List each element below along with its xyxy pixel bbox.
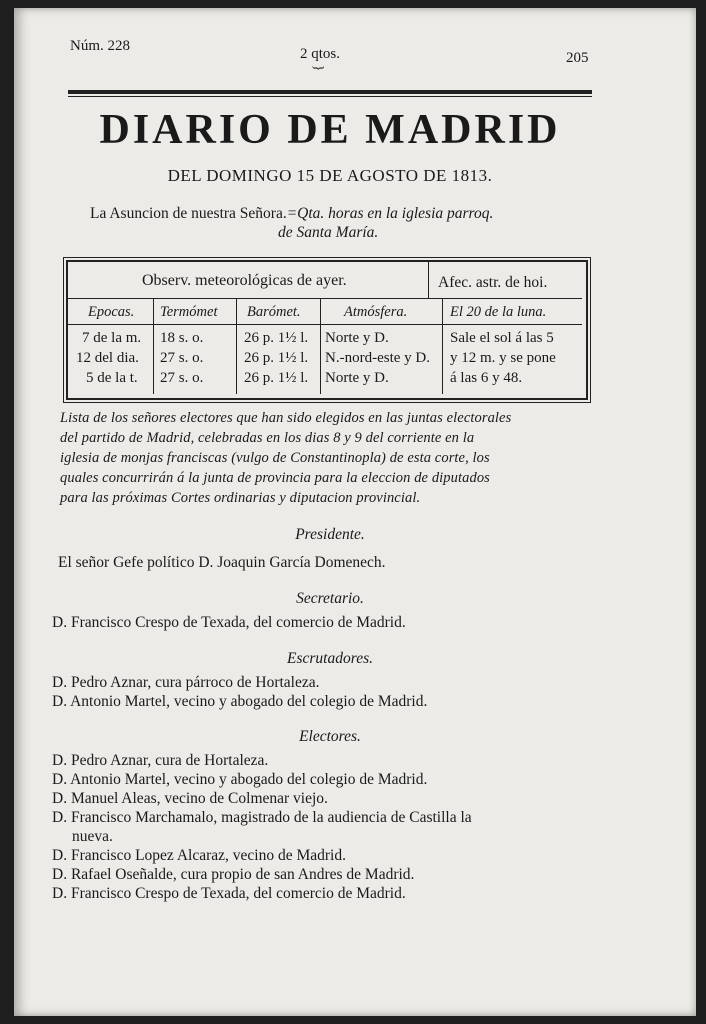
feast-line-1: [90, 205, 493, 223]
presidente-entry: El señor Gefe político D. Joaquin García Domenech.: [58, 554, 386, 571]
col-epocas: Epocas.: [88, 304, 135, 320]
col-atmosfera: Atmósfera.: [344, 304, 408, 320]
weather-title: Observ. meteorológicas de ayer.: [142, 272, 347, 289]
intro-line-1: Lista de los señores electores que han sido elegidos en las juntas electorales: [60, 410, 512, 426]
masthead-rule-thick: [68, 90, 592, 94]
row1-atmosfera: Norte y D.: [325, 330, 389, 346]
elector-entry: D. Francisco Lopez Alcaraz, vecino de Madrid.: [52, 847, 346, 864]
elector-entry: D. Antonio Martel, vecino y abogado del colegio de Madrid.: [52, 771, 428, 788]
col-luna: El 20 de la luna.: [450, 304, 547, 320]
masthead-title: DIARIO DE MADRID: [99, 107, 561, 153]
intro-line-3: iglesia de monjas franciscas (vulgo de Constantinopla) de esta corte, los: [60, 450, 490, 466]
feast-devotion: =Qta. horas en la iglesia parroq.: [286, 205, 494, 222]
section-title-escrutadores: Escrutadores.: [287, 650, 373, 667]
elector-entry: D. Francisco Marchamalo, magistrado de la audiencia de Castilla la: [52, 809, 472, 826]
newspaper-page: [14, 8, 696, 1016]
masthead-rule-thin: [68, 96, 592, 97]
row2-barometro: 26 p. 1½ l.: [244, 350, 309, 366]
col-divider-3: [320, 298, 321, 394]
col-divider-2: [236, 298, 237, 394]
elector-entry: D. Pedro Aznar, cura de Hortaleza.: [52, 752, 269, 769]
col-divider-4: [442, 298, 443, 394]
section-title-electores: Electores.: [299, 728, 361, 745]
row3-epoca: 5 de la t.: [86, 370, 138, 386]
title-divider: [428, 262, 429, 298]
col-barometro: Barómet.: [247, 304, 301, 320]
elector-entry: D. Manuel Aleas, vecino de Colmenar viejo.: [52, 790, 328, 807]
issue-number: Núm. 228: [70, 38, 130, 54]
astro-title: Afec. astr. de hoi.: [438, 274, 548, 291]
intro-line-2: del partido de Madrid, celebradas en los dias 8 y 9 del corriente en la: [60, 430, 475, 446]
weather-header-rule: [68, 298, 582, 299]
col-divider-1: [153, 298, 154, 394]
astro-line-2: y 12 m. y se pone: [450, 350, 556, 366]
issue-date: DEL DOMINGO 15 DE AGOSTO DE 1813.: [167, 166, 493, 185]
row1-epoca: 7 de la m.: [82, 330, 142, 346]
elector-entry: D. Rafael Oseñalde, cura propio de san Andres de Madrid.: [52, 866, 415, 883]
row3-barometro: 26 p. 1½ l.: [244, 370, 309, 386]
escrutador-entry: D. Pedro Aznar, cura párroco de Hortaleza.: [52, 674, 320, 691]
astro-line-3: á las 6 y 48.: [450, 370, 523, 386]
astro-line-1: Sale el sol á las 5: [450, 330, 554, 346]
section-title-secretario: Secretario.: [296, 590, 364, 607]
row3-termometro: 27 s. o.: [160, 370, 204, 386]
intro-line-5: para las próximas Cortes ordinarias y diputacion provincial.: [60, 490, 421, 506]
row2-termometro: 27 s. o.: [160, 350, 204, 366]
feast-line-2: de Santa María.: [278, 224, 379, 241]
feast-name: La Asuncion de nuestra Señora.: [90, 205, 287, 222]
brace-ornament: }: [310, 64, 326, 72]
row3-atmosfera: Norte y D.: [325, 370, 389, 386]
price: 2 qtos.: [300, 46, 341, 62]
row2-epoca: 12 del dia.: [76, 350, 139, 366]
row1-barometro: 26 p. 1½ l.: [244, 330, 309, 346]
row1-termometro: 18 s. o.: [160, 330, 204, 346]
elector-entry: D. Francisco Crespo de Texada, del comercio de Madrid.: [52, 885, 406, 902]
row2-atmosfera: N.-nord-este y D.: [325, 350, 430, 366]
page-number: 205: [566, 50, 589, 66]
section-title-presidente: Presidente.: [295, 526, 365, 543]
secretario-entry: D. Francisco Crespo de Texada, del comercio de Madrid.: [52, 614, 406, 631]
escrutador-entry: D. Antonio Martel, vecino y abogado del colegio de Madrid.: [52, 693, 428, 710]
intro-line-4: quales concurrirán á la junta de provincia para la eleccion de diputados: [60, 470, 490, 486]
col-termometro: Termómet: [160, 304, 218, 320]
weather-column-rule: [68, 324, 582, 325]
elector-entry-continuation: nueva.: [72, 828, 113, 845]
